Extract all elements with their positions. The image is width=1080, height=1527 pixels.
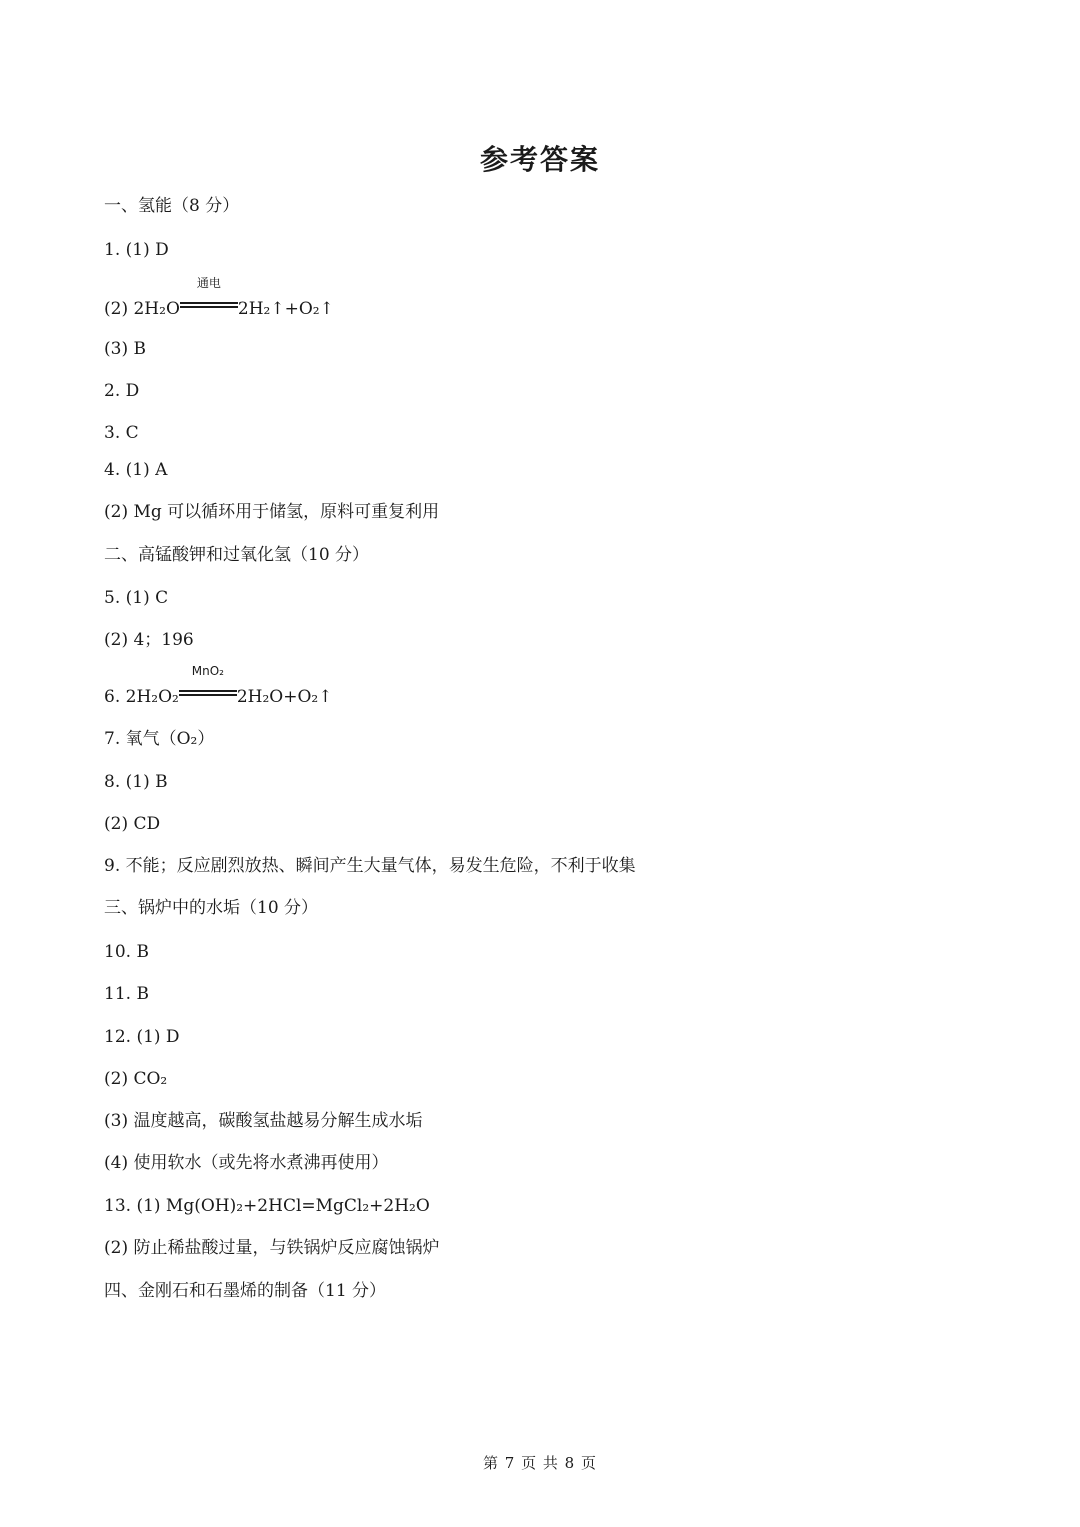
equation-reactants: 6. 2H₂O₂ [104, 687, 179, 707]
answer-12-4: (4) 使用软水（或先将水煮沸再使用） [104, 1153, 389, 1173]
reaction-arrow [180, 276, 238, 314]
answer-7: 7. 氧气（O₂） [104, 729, 215, 749]
answer-12-2: (2) CO₂ [104, 1069, 168, 1089]
answer-1-1: 1. (1) D [104, 240, 169, 260]
answer-1-2-equation [104, 276, 334, 321]
answer-5-1: 5. (1) C [104, 588, 169, 608]
equation-reactants: (2) 2H₂O [104, 299, 180, 319]
reaction-condition: 通电 [196, 276, 221, 290]
answer-11: 11. B [104, 984, 149, 1004]
section-heading-2: 二、高锰酸钾和过氧化氢（10 分） [104, 545, 370, 565]
answer-10: 10. B [104, 942, 149, 962]
section-heading-3: 三、锅炉中的水垢（10 分） [104, 898, 319, 918]
answer-8-2: (2) CD [104, 814, 161, 834]
answer-2: 2. D [104, 381, 140, 401]
answer-13-1: 13. (1) Mg(OH)₂+2HCl=MgCl₂+2H₂O [104, 1196, 430, 1216]
equation-products: 2H₂O+O₂↑ [236, 687, 333, 707]
page-number: 第 7 页 共 8 页 [483, 1454, 597, 1472]
reaction-arrow [179, 664, 237, 702]
answer-4-1: 4. (1) A [104, 460, 168, 480]
answer-12-1: 12. (1) D [104, 1027, 180, 1047]
answer-12-3: (3) 温度越高，碳酸氢盐越易分解生成水垢 [104, 1111, 423, 1131]
answer-3: 3. C [104, 423, 139, 443]
answer-8-1: 8. (1) B [104, 772, 168, 792]
answer-6-equation [104, 664, 333, 709]
section-heading-4: 四、金刚石和石墨烯的制备（11 分） [104, 1281, 387, 1301]
answer-13-2: (2) 防止稀盐酸过量，与铁锅炉反应腐蚀锅炉 [104, 1238, 440, 1258]
answer-4-2: (2) Mg 可以循环用于储氢，原料可重复利用 [104, 502, 440, 522]
answer-5-2: (2) 4；196 [104, 630, 194, 650]
answer-9: 9. 不能；反应剧烈放热、瞬间产生大量气体，易发生危险，不利于收集 [104, 856, 636, 876]
reaction-condition: MnO₂ [191, 664, 224, 678]
section-heading-1: 一、氢能（8 分） [104, 196, 240, 216]
answer-1-3: (3) B [104, 339, 146, 359]
page-title: 参考答案 [479, 143, 600, 176]
equation-products: 2H₂↑+O₂↑ [237, 299, 334, 319]
